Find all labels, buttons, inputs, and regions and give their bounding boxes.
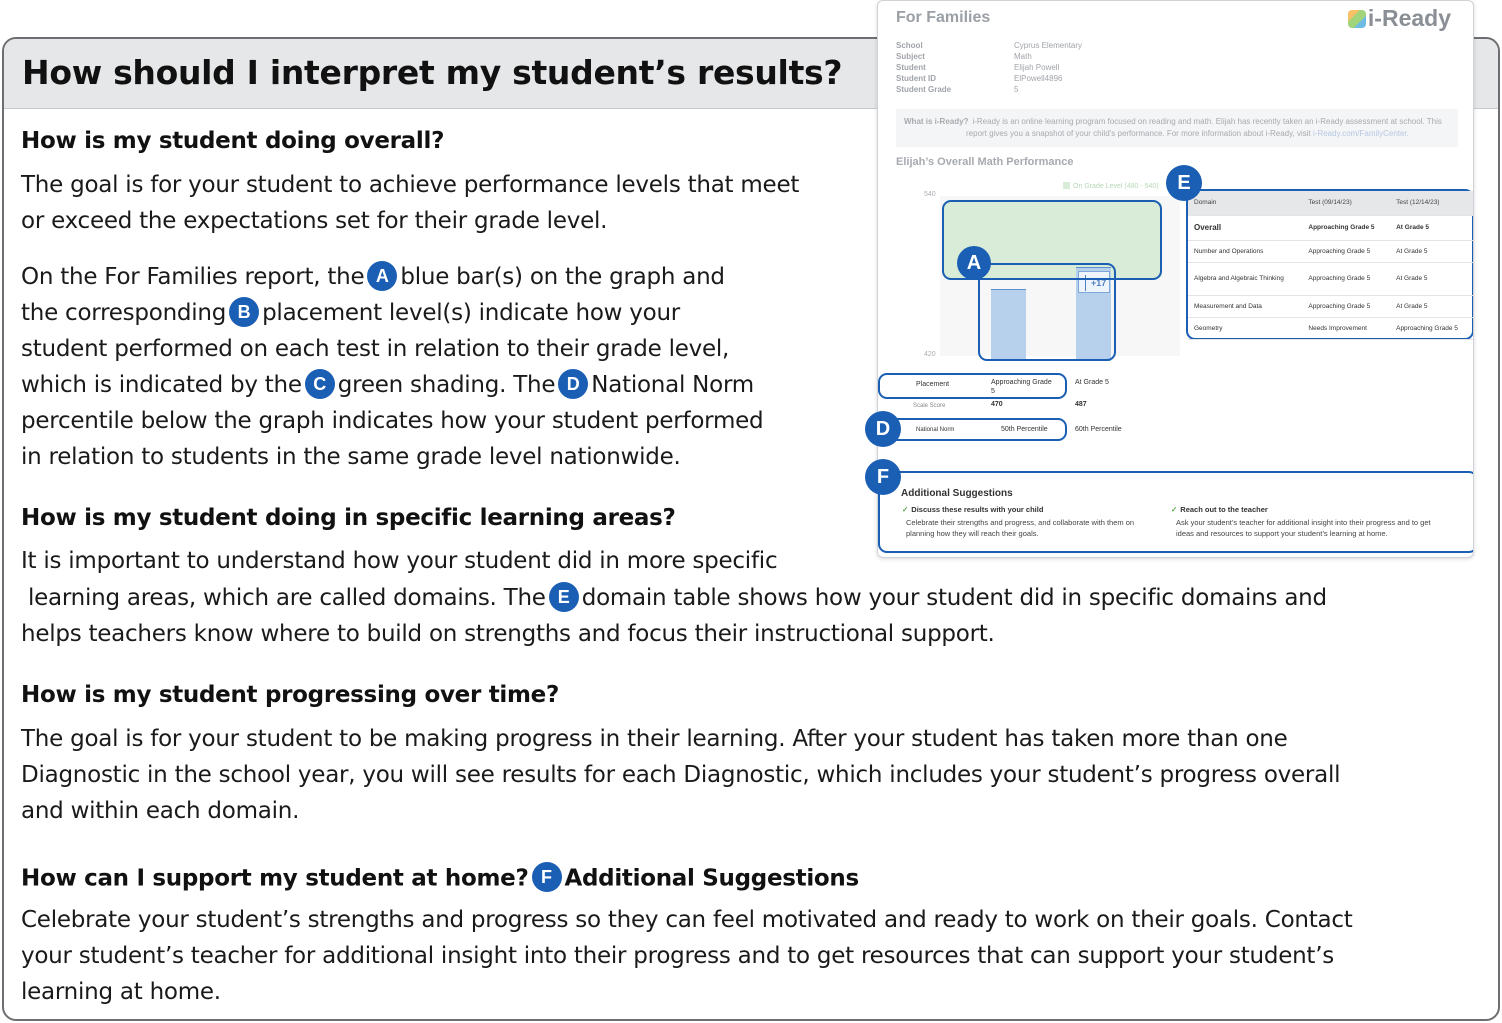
table-row: Measurement and Data Approaching Grade 5 At Grade 5	[1188, 295, 1473, 317]
marker-e-icon: E	[549, 582, 579, 612]
national-norm-label: National Norm	[916, 427, 955, 433]
report-marker-a-icon: A	[957, 246, 991, 280]
marker-a-icon: A	[367, 261, 397, 291]
progress-para-line: The goal is for your student to be making progress in their learning. After your student has taken more than one	[21, 726, 1288, 752]
highlight-bars	[978, 263, 1116, 361]
report-meta: School Cyprus Elementary Subject Math Student Elijah Powell Student ID ElPowell4896 Student Grade 5	[896, 41, 1083, 94]
overall-para2-line: in relation to students in the same grade level nationwide.	[21, 444, 681, 470]
placement-label: Placement	[916, 381, 950, 388]
placement-test-1: Approaching Grade 5	[991, 379, 1052, 395]
domains-para-line: It is important to understand how your student did in more specific	[21, 548, 778, 574]
overall-para-line: The goal is for your student to achieve performance levels that meet	[21, 172, 800, 198]
placement-test-2: At Grade 5	[1075, 379, 1109, 386]
scale-score-test-1: 470	[991, 401, 1003, 408]
marker-c-icon: C	[305, 369, 335, 399]
table-row: Geometry Needs Improvement Approaching Grade 5	[1188, 317, 1473, 339]
marker-f-icon: F	[532, 862, 562, 892]
report-marker-f-icon: F	[865, 459, 901, 495]
support-para-line: your student’s teacher for additional insight into their progress and to get resources that can support your student’s	[21, 943, 1334, 969]
national-norm-test-1: 50th Percentile	[1001, 426, 1048, 433]
y-tick-min: 420	[924, 351, 936, 358]
table-row: Overall Approaching Grade 5 At Grade 5	[1188, 215, 1473, 240]
chart-title: Elijah’s Overall Math Performance	[896, 156, 1074, 168]
domains-para-line: learning areas, which are called domains. The E domain table shows how your student did in specific domains and	[28, 580, 1327, 616]
support-para-line: learning at home.	[21, 979, 221, 1005]
report-marker-e-icon: E	[1166, 165, 1202, 201]
marker-d-icon: D	[558, 369, 588, 399]
section-heading-overall: How is my student doing overall?	[21, 128, 445, 154]
overall-para2-line: percentile below the graph indicates how your student performed	[21, 408, 764, 434]
progress-para-line: and within each domain.	[21, 798, 300, 824]
suggestion-discuss: ✓ Discuss these results with your child Celebrate their strengths and progress, and collaborate with them on planning how they will reach their goals.	[902, 504, 1164, 539]
overall-para2-line: student performed on each test in relation to their grade level,	[21, 336, 730, 362]
scale-score-label: Scale Score	[913, 403, 946, 409]
support-para-line: Celebrate your student’s strengths and progress so they can feel motivated and ready to work on their goals. Contact	[21, 907, 1353, 933]
report-marker-d-icon: D	[865, 411, 901, 447]
marker-b-icon: B	[229, 297, 259, 327]
overall-para-line: or exceed the expectations set for their grade level.	[21, 208, 608, 234]
table-row: Number and Operations Approaching Grade 5 At Grade 5	[1188, 240, 1473, 262]
domains-para-line: helps teachers know where to build on strengths and focus their instructional support.	[21, 621, 995, 647]
iready-logo-icon	[1348, 10, 1366, 28]
national-norm-test-2: 60th Percentile	[1075, 426, 1122, 433]
progress-para-line: Diagnostic in the school year, you will see results for each Diagnostic, which includes your student’s progress overall	[21, 762, 1341, 788]
report-title: For Families	[896, 9, 991, 26]
domain-table: Domain Test (09/14/23) Test (12/14/23) Overall Approaching Grade 5 At Grade 5 Number and Operations Approaching Grade 5 At Grade 5 Algebra and Algebraic Thinking Approaching Grade 5 At Grade 5 Measurement and Data Approaching Grade 5 At Grade 5 Geometry Needs Improvement Approaching Grade 5	[1188, 191, 1473, 340]
section-heading-progress: How is my student progressing over time?	[21, 682, 560, 708]
family-center-link[interactable]: i-Ready.com/FamilyCenter.	[1313, 129, 1409, 138]
scale-score-test-2: 487	[1075, 401, 1087, 408]
chart-legend: On Grade Level (480 - 540)	[1063, 182, 1159, 190]
overall-para2-line: On the For Families report, the A blue bar(s) on the graph and	[21, 259, 725, 295]
section-heading-domains: How is my student doing in specific learning areas?	[21, 505, 676, 531]
report-preview	[877, 0, 1474, 558]
overall-para2-line: which is indicated by the C green shading. The D National Norm	[21, 367, 754, 403]
page-title: How should I interpret my student’s results?	[22, 53, 843, 92]
overall-para2-line: the corresponding B placement level(s) indicate how your	[21, 295, 680, 331]
score-increase-badge: +17	[1078, 271, 1110, 293]
y-tick-max: 540	[924, 191, 936, 198]
suggestions-title: Additional Suggestions	[901, 488, 1013, 499]
suggestion-reach-out: ✓ Reach out to the teacher Ask your student’s teacher for additional insight into their progress and to get ideas and resources to support your student’s learning at home.	[1171, 504, 1433, 539]
what-is-iready: What is i-Ready? i-Ready is an online learning program focused on reading and math. Elijah has recently taken an i-Ready assessment at school. This report gives you a snapshot of your child’s performance. For more information about i-Ready, visit i-Ready.com/FamilyCenter.	[896, 109, 1458, 147]
table-row: Algebra and Algebraic Thinking Approaching Grade 5 At Grade 5	[1188, 262, 1473, 295]
iready-logo: i-Ready	[1348, 5, 1451, 32]
section-heading-support: How can I support my student at home? F Additional Suggestions	[21, 862, 859, 896]
